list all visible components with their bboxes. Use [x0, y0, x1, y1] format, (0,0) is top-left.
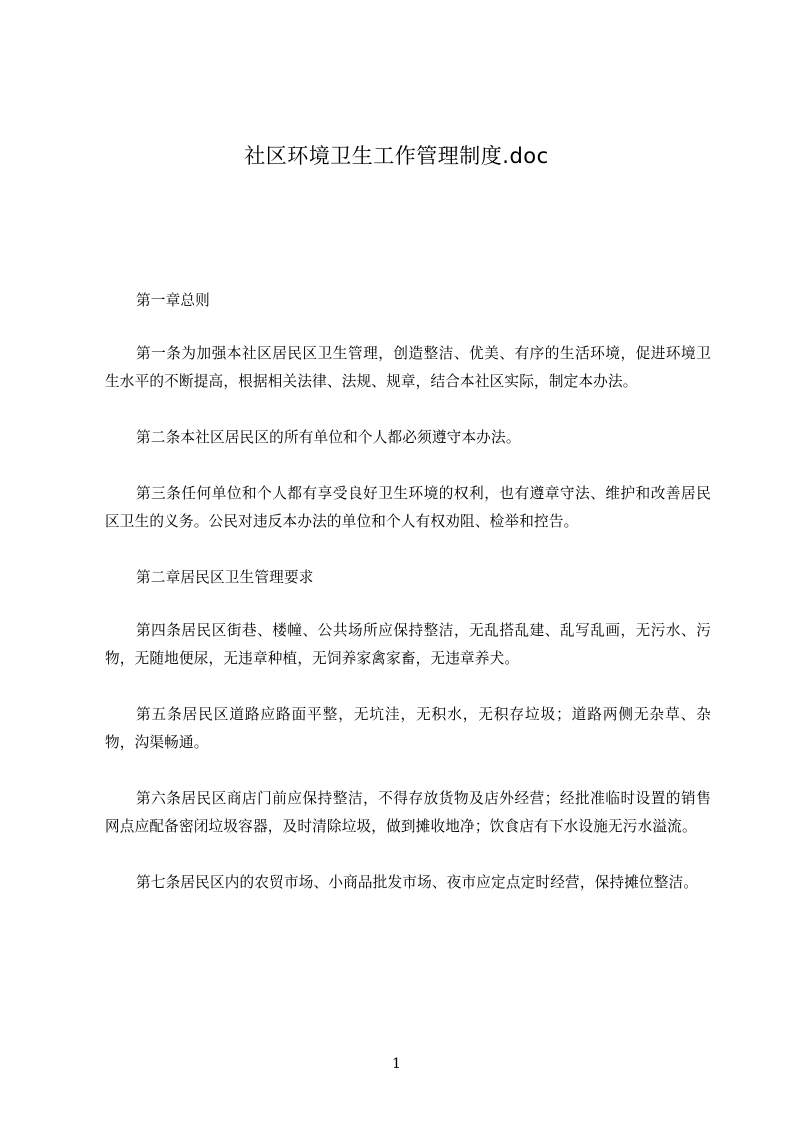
article-paragraph: 第六条居民区商店门前应保持整洁，不得存放货物及店外经营；经批准临时设置的销售网点应配备密闭垃圾容器，及时清除垃圾，做到摊收地净；饮食店有下水设施无污水溢流。: [105, 790, 711, 835]
article-paragraph: 第三条任何单位和个人都有享受良好卫生环境的权利，也有遵章守法、维护和改善居民区卫生的义务。公民对违反本办法的单位和个人有权劝阻、检举和控告。: [105, 485, 711, 530]
chapter-heading: 第二章居民区卫生管理要求: [136, 569, 314, 586]
document-title: 社区环境卫生工作管理制度.doc: [244, 144, 549, 168]
page-number: 1: [392, 1056, 401, 1072]
article-paragraph: 第七条居民区内的农贸市场、小商品批发市场、夜市应定点定时经营，保持摊位整洁。: [136, 874, 699, 891]
document-body: [105, 287, 711, 925]
article-paragraph: 第五条居民区道路应路面平整，无坑洼，无积水，无积存垃圾；道路两侧无杂草、杂物，沟渠畅通。: [105, 706, 711, 751]
chapter-heading: 第一章总则: [136, 292, 210, 309]
article-paragraph: 第四条居民区街巷、楼幢、公共场所应保持整洁，无乱搭乱建、乱写乱画，无污水、污物，无随地便尿，无违章种植，无饲养家禽家畜，无违章养犬。: [105, 622, 711, 667]
article-paragraph: 第二条本社区居民区的所有单位和个人都必须遵守本办法。: [136, 429, 521, 446]
article-paragraph: 第一条为加强本社区居民区卫生管理，创造整洁、优美、有序的生活环境，促进环境卫生水平的不断提高，根据相关法律、法规、规章，结合本社区实际，制定本办法。: [105, 345, 711, 390]
